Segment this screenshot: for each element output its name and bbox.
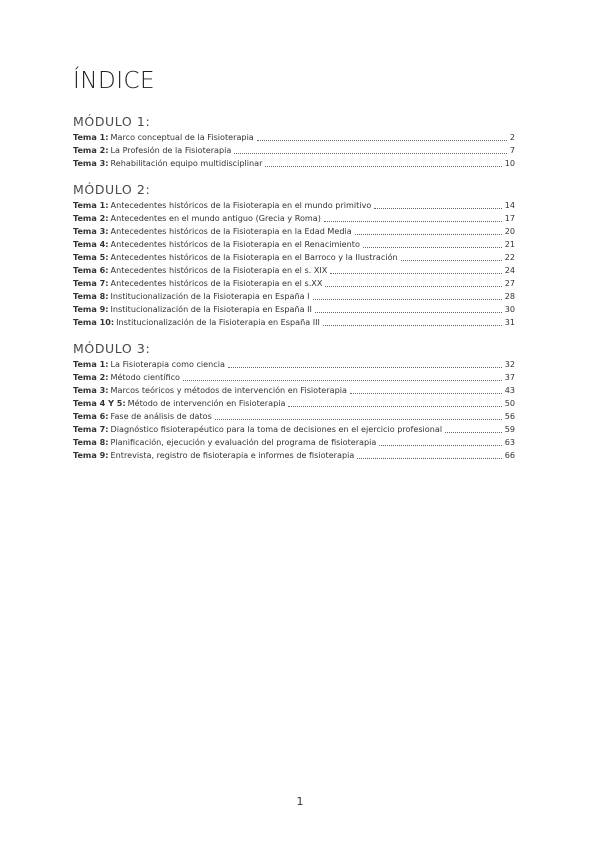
dot-leader [350,392,502,394]
toc-entry-title: Planificación, ejecución y evaluación del programa de fisioterapia [110,437,377,447]
toc-entry-page: 10 [504,158,515,168]
toc-entry[interactable] [73,144,515,157]
toc-entry[interactable] [73,436,515,449]
toc-entry[interactable] [73,358,515,371]
dot-leader [363,246,502,248]
toc-entry-number: Tema 7: [73,278,109,288]
toc-entry[interactable] [73,371,515,384]
page-title: ÍNDICE [73,68,156,94]
toc-entry[interactable] [73,384,515,397]
toc-entry-number: Tema 6: [73,411,109,421]
toc-entry-title: Fase de análisis de datos [110,411,212,421]
toc-entry-title: Antecedentes históricos de la Fisioterapia en el s. XIX [110,265,328,275]
toc-entry[interactable] [73,449,515,462]
dot-leader [323,324,502,326]
toc-entry-page: 37 [504,372,515,382]
toc-entry[interactable] [73,397,515,410]
dot-leader [330,272,501,274]
toc-entry-number: Tema 2: [73,213,109,223]
toc-entry[interactable] [73,157,515,170]
module-1 [73,114,515,170]
toc-entry-page: 14 [504,200,515,210]
module-2 [73,182,515,329]
toc-entry-number: Tema 3: [73,226,109,236]
dot-leader [374,207,501,209]
toc-entry-title: Marco conceptual de la Fisioterapia [110,132,254,142]
dot-leader [257,139,507,141]
toc-entry-title: Antecedentes históricos de la Fisioterapia en el Renacimiento [110,239,360,249]
toc-entry-title: Antecedentes históricos de la Fisioterapia en el Barroco y la Ilustración [110,252,398,262]
toc-entry-number: Tema 5: [73,252,109,262]
toc-entry-page: 17 [504,213,515,223]
toc-entry-title: Entrevista, registro de fisioterapia e informes de fisioterapia [110,450,355,460]
dot-leader [183,379,502,381]
toc-entry-title: Marcos teóricos y métodos de intervención en Fisioterapia [110,385,347,395]
module-heading: MÓDULO 1: [73,114,151,129]
dot-leader [313,298,502,300]
module-heading: MÓDULO 2: [73,182,151,197]
dot-leader [355,233,502,235]
module-entries [73,131,515,170]
dot-leader [401,259,502,261]
toc-entry-number: Tema 1: [73,132,109,142]
toc-entry-title: Antecedentes en el mundo antiguo (Grecia y Roma) [110,213,321,223]
toc-entry-number: Tema 10: [73,317,115,327]
toc-entry-page: 32 [504,359,515,369]
toc-entry-number: Tema 2: [73,145,109,155]
module-entries [73,358,515,462]
dot-leader [325,285,501,287]
toc-entry-page: 56 [504,411,515,421]
toc-entry-title: Diagnóstico fisioterapéutico para la toma de decisiones en el ejercicio profesional [110,424,443,434]
toc-entry-number: Tema 8: [73,291,109,301]
toc-entry[interactable] [73,290,515,303]
dot-leader [445,431,502,433]
toc-entry[interactable] [73,264,515,277]
dot-leader [315,311,502,313]
toc-entry-page: 66 [504,450,515,460]
toc-entry-page: 31 [504,317,515,327]
toc-entry-number: Tema 6: [73,265,109,275]
toc-entry-page: 2 [509,132,515,142]
toc-entry-page: 24 [504,265,515,275]
dot-leader [288,405,501,407]
toc-entry-page: 50 [504,398,515,408]
toc-entry-number: Tema 3: [73,158,109,168]
toc-entry-title: Institucionalización de la Fisioterapia en España III [116,317,320,327]
toc-entry-number: Tema 3: [73,385,109,395]
toc-entry-page: 30 [504,304,515,314]
toc-entry[interactable] [73,423,515,436]
page-number: 1 [296,795,304,808]
toc-entry-title: Institucionalización de la Fisioterapia en España II [110,304,312,314]
toc-entry-page: 7 [509,145,515,155]
toc-entry[interactable] [73,225,515,238]
dot-leader [324,220,502,222]
module-heading: MÓDULO 3: [73,341,151,356]
toc-entry-title: La Profesión de la Fisioterapia [110,145,232,155]
toc-entry-title: Método científico [110,372,181,382]
toc-entry-title: Antecedentes históricos de la Fisioterapia en la Edad Media [110,226,352,236]
toc-entry-title: Institucionalización de la Fisioterapia en España I [110,291,310,301]
toc-entry-page: 22 [504,252,515,262]
toc-entry[interactable] [73,251,515,264]
toc-entry[interactable] [73,238,515,251]
toc-entry[interactable] [73,410,515,423]
toc-entry-page: 43 [504,385,515,395]
dot-leader [215,418,502,420]
toc-entry-number: Tema 9: [73,304,109,314]
toc-entry-number: Tema 4: [73,239,109,249]
dot-leader [265,165,501,167]
toc-entry-title: Método de intervención en Fisioterapia [127,398,286,408]
toc-entry[interactable] [73,303,515,316]
toc-entry-number: Tema 1: [73,359,109,369]
toc-entry[interactable] [73,316,515,329]
toc-entry-number: Tema 1: [73,200,109,210]
dot-leader [228,366,502,368]
toc-entry-number: Tema 7: [73,424,109,434]
table-of-contents [73,66,515,474]
toc-entry-number: Tema 8: [73,437,109,447]
dot-leader [234,152,506,154]
module-entries [73,199,515,329]
toc-entry-page: 27 [504,278,515,288]
toc-entry[interactable] [73,212,515,225]
toc-entry[interactable] [73,277,515,290]
toc-entry-page: 21 [504,239,515,249]
toc-entry-title: La Fisioterapia como ciencia [110,359,225,369]
toc-entry-page: 20 [504,226,515,236]
toc-entry-page: 59 [504,424,515,434]
toc-entry-title: Antecedentes históricos de la Fisioterapia en el mundo primitivo [110,200,372,210]
dot-leader [379,444,501,446]
toc-entry-page: 28 [504,291,515,301]
toc-entry-number: Tema 9: [73,450,109,460]
toc-entry-title: Rehabilitación equipo multidisciplinar [110,158,263,168]
toc-entry-title: Antecedentes históricos de la Fisioterapia en el s.XX [110,278,323,288]
toc-entry-number: Tema 2: [73,372,109,382]
toc-entry-number: Tema 4 Y 5: [73,398,126,408]
module-3 [73,341,515,462]
toc-entry[interactable] [73,199,515,212]
toc-entry[interactable] [73,131,515,144]
toc-entry-page: 63 [504,437,515,447]
dot-leader [357,457,501,459]
